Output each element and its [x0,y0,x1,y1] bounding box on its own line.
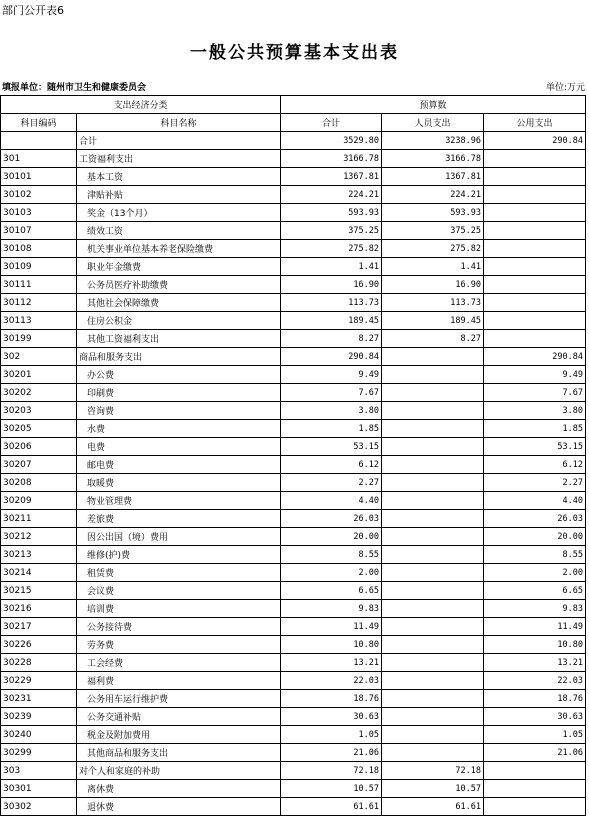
row-name: 邮电费 [77,456,281,474]
header-personnel: 人员支出 [382,114,484,132]
row-name: 住房公积金 [77,312,281,330]
row-name: 职业年金缴费 [77,258,281,276]
row-code: 30111 [1,276,77,294]
row-public: 20.00 [484,528,586,546]
row-code: 30228 [1,654,77,672]
row-name: 会议费 [77,582,281,600]
row-name: 电费 [77,438,281,456]
row-public: 3.80 [484,402,586,420]
row-personnel: 113.73 [382,294,484,312]
row-personnel [382,726,484,744]
header-code: 科目编码 [1,114,77,132]
row-personnel: 10.57 [382,780,484,798]
header-public: 公用支出 [484,114,586,132]
row-total: 22.03 [281,672,382,690]
row-total: 13.21 [281,654,382,672]
row-total: 10.57 [281,780,382,798]
row-public: 21.06 [484,744,586,762]
row-public [484,294,586,312]
row-name: 租赁费 [77,564,281,582]
row-name: 取暖费 [77,474,281,492]
table-row [1,204,586,222]
row-personnel [382,528,484,546]
row-total: 4.40 [281,492,382,510]
row-name: 差旅费 [77,510,281,528]
header-total: 合计 [281,114,382,132]
table-row [1,636,586,654]
row-personnel [382,636,484,654]
row-personnel: 72.18 [382,762,484,780]
table-row [1,618,586,636]
row-code: 30207 [1,456,77,474]
row-public: 6.12 [484,456,586,474]
row-total: 224.21 [281,186,382,204]
row-code: 30226 [1,636,77,654]
row-personnel: 593.93 [382,204,484,222]
row-total: 9.83 [281,600,382,618]
row-name: 退休费 [77,798,281,816]
row-total: 593.93 [281,204,382,222]
row-total: 61.61 [281,798,382,816]
table-row [1,276,586,294]
row-public [484,762,586,780]
budget-table [0,95,586,816]
row-name: 合计 [77,132,281,150]
row-name: 公务交通补贴 [77,708,281,726]
table-row [1,384,586,402]
reporting-unit: 填报单位：随州市卫生和健康委员会 [2,83,147,93]
row-personnel [382,582,484,600]
row-name: 印刷费 [77,384,281,402]
row-code: 30205 [1,420,77,438]
row-public: 1.05 [484,726,586,744]
table-row [1,330,586,348]
row-name: 咨询费 [77,402,281,420]
row-total: 20.00 [281,528,382,546]
row-personnel [382,456,484,474]
row-total: 26.03 [281,510,382,528]
row-code: 30239 [1,708,77,726]
row-code: 30208 [1,474,77,492]
row-total: 8.55 [281,546,382,564]
table-row [1,222,586,240]
table-row [1,402,586,420]
row-public [484,186,586,204]
row-name: 公务员医疗补助缴费 [77,276,281,294]
table-row [1,672,586,690]
row-name: 其他工资福利支出 [77,330,281,348]
row-name: 福利费 [77,672,281,690]
row-total: 7.67 [281,384,382,402]
table-row [1,546,586,564]
row-personnel [382,744,484,762]
table-row [1,744,586,762]
row-personnel [382,384,484,402]
row-code: 30103 [1,204,77,222]
row-personnel: 8.27 [382,330,484,348]
row-personnel: 224.21 [382,186,484,204]
row-personnel: 1.41 [382,258,484,276]
row-name: 物业管理费 [77,492,281,510]
table-row [1,798,586,816]
row-public: 30.63 [484,708,586,726]
row-code: 30107 [1,222,77,240]
row-total: 3166.78 [281,150,382,168]
table-row [1,762,586,780]
row-total: 113.73 [281,294,382,312]
row-total: 1.05 [281,726,382,744]
table-row [1,258,586,276]
page-title: 一般公共预算基本支出表 [190,43,399,63]
table-row [1,690,586,708]
row-public: 13.21 [484,654,586,672]
currency-unit: 单位:万元 [545,83,585,93]
row-total: 2.00 [281,564,382,582]
row-total: 1.41 [281,258,382,276]
row-public: 10.80 [484,636,586,654]
row-total: 1.85 [281,420,382,438]
row-public [484,258,586,276]
row-name: 其他商品和服务支出 [77,744,281,762]
row-code: 30112 [1,294,77,312]
row-personnel [382,492,484,510]
row-personnel: 16.90 [382,276,484,294]
row-personnel [382,348,484,366]
row-personnel [382,510,484,528]
row-public: 11.49 [484,618,586,636]
row-public: 8.55 [484,546,586,564]
row-name: 其他社会保障缴费 [77,294,281,312]
row-personnel [382,690,484,708]
row-public: 2.00 [484,564,586,582]
row-public: 4.40 [484,492,586,510]
row-public: 1.85 [484,420,586,438]
row-code: 30299 [1,744,77,762]
row-public [484,204,586,222]
row-total: 6.12 [281,456,382,474]
row-code: 301 [1,150,77,168]
table-row [1,654,586,672]
table-row [1,348,586,366]
row-public [484,168,586,186]
row-total: 53.15 [281,438,382,456]
row-name: 绩效工资 [77,222,281,240]
row-code: 30217 [1,618,77,636]
table-row [1,312,586,330]
row-personnel: 1367.81 [382,168,484,186]
row-personnel: 275.82 [382,240,484,258]
header-budget: 预算数 [281,96,586,114]
row-code [1,132,77,150]
row-name: 基本工资 [77,168,281,186]
row-total: 3.80 [281,402,382,420]
row-name: 津贴补贴 [77,186,281,204]
row-total: 1367.81 [281,168,382,186]
row-name: 培训费 [77,600,281,618]
row-public [484,312,586,330]
row-code: 30215 [1,582,77,600]
row-code: 30202 [1,384,77,402]
table-row [1,474,586,492]
table-row [1,780,586,798]
row-personnel: 61.61 [382,798,484,816]
row-code: 30108 [1,240,77,258]
row-total: 290.84 [281,348,382,366]
row-personnel [382,420,484,438]
table-row [1,438,586,456]
row-code: 30209 [1,492,77,510]
row-name: 税金及附加费用 [77,726,281,744]
row-name: 公务用车运行维护费 [77,690,281,708]
row-public: 53.15 [484,438,586,456]
row-code: 30101 [1,168,77,186]
row-personnel [382,402,484,420]
row-total: 21.06 [281,744,382,762]
table-row [1,600,586,618]
table-row [1,168,586,186]
row-name: 离休费 [77,780,281,798]
row-personnel [382,546,484,564]
sheet-label: 部门公开表6 [2,4,64,17]
table-row [1,420,586,438]
row-public: 18.76 [484,690,586,708]
row-public [484,240,586,258]
row-code: 30102 [1,186,77,204]
row-public [484,798,586,816]
row-public [484,780,586,798]
table-row [1,240,586,258]
row-total: 9.49 [281,366,382,384]
row-personnel: 3166.78 [382,150,484,168]
row-personnel [382,672,484,690]
row-code: 30231 [1,690,77,708]
row-public: 26.03 [484,510,586,528]
row-name: 对个人和家庭的补助 [77,762,281,780]
row-personnel [382,600,484,618]
row-name: 公务接待费 [77,618,281,636]
row-total: 16.90 [281,276,382,294]
row-personnel: 189.45 [382,312,484,330]
row-code: 30301 [1,780,77,798]
row-total: 2.27 [281,474,382,492]
table-row [1,366,586,384]
row-code: 30211 [1,510,77,528]
row-name: 奖金（13个月） [77,204,281,222]
row-total: 3529.80 [281,132,382,150]
row-name: 劳务费 [77,636,281,654]
row-public: 9.49 [484,366,586,384]
row-total: 10.80 [281,636,382,654]
row-total: 375.25 [281,222,382,240]
table-row [1,726,586,744]
table-row [1,582,586,600]
table-row [1,186,586,204]
row-public: 9.83 [484,600,586,618]
header-row-2 [1,114,586,132]
header-classification: 支出经济分类 [1,96,281,114]
row-total: 11.49 [281,618,382,636]
row-name: 工资福利支出 [77,150,281,168]
table-row [1,510,586,528]
row-code: 302 [1,348,77,366]
row-code: 30113 [1,312,77,330]
row-name: 机关事业单位基本养老保险缴费 [77,240,281,258]
row-code: 303 [1,762,77,780]
row-code: 30109 [1,258,77,276]
row-code: 30199 [1,330,77,348]
row-total: 8.27 [281,330,382,348]
table-row [1,456,586,474]
row-personnel [382,618,484,636]
row-total: 275.82 [281,240,382,258]
row-public [484,150,586,168]
header-row-1 [1,96,586,114]
row-public: 290.84 [484,348,586,366]
header-name: 科目名称 [77,114,281,132]
row-public: 2.27 [484,474,586,492]
row-code: 30201 [1,366,77,384]
row-public: 7.67 [484,384,586,402]
row-public [484,330,586,348]
row-name: 因公出国（境）费用 [77,528,281,546]
row-public: 6.65 [484,582,586,600]
table-row [1,132,586,150]
row-code: 30203 [1,402,77,420]
row-code: 30212 [1,528,77,546]
row-code: 30213 [1,546,77,564]
row-code: 30216 [1,600,77,618]
row-public: 290.84 [484,132,586,150]
row-code: 30206 [1,438,77,456]
row-total: 189.45 [281,312,382,330]
row-personnel [382,654,484,672]
row-total: 30.63 [281,708,382,726]
table-row [1,708,586,726]
row-name: 水费 [77,420,281,438]
row-name: 维修(护)费 [77,546,281,564]
row-code: 30302 [1,798,77,816]
row-personnel [382,564,484,582]
row-name: 办公费 [77,366,281,384]
row-total: 18.76 [281,690,382,708]
row-personnel: 375.25 [382,222,484,240]
row-personnel: 3238.96 [382,132,484,150]
row-public [484,276,586,294]
row-code: 30229 [1,672,77,690]
table-row [1,294,586,312]
row-total: 72.18 [281,762,382,780]
table-row [1,150,586,168]
row-public: 22.03 [484,672,586,690]
table-row [1,528,586,546]
row-personnel [382,708,484,726]
row-code: 30240 [1,726,77,744]
row-public [484,222,586,240]
row-personnel [382,366,484,384]
row-personnel [382,474,484,492]
table-row [1,492,586,510]
table-row [1,564,586,582]
row-total: 6.65 [281,582,382,600]
row-personnel [382,438,484,456]
row-code: 30214 [1,564,77,582]
table-body [1,132,586,816]
row-name: 工会经费 [77,654,281,672]
row-name: 商品和服务支出 [77,348,281,366]
